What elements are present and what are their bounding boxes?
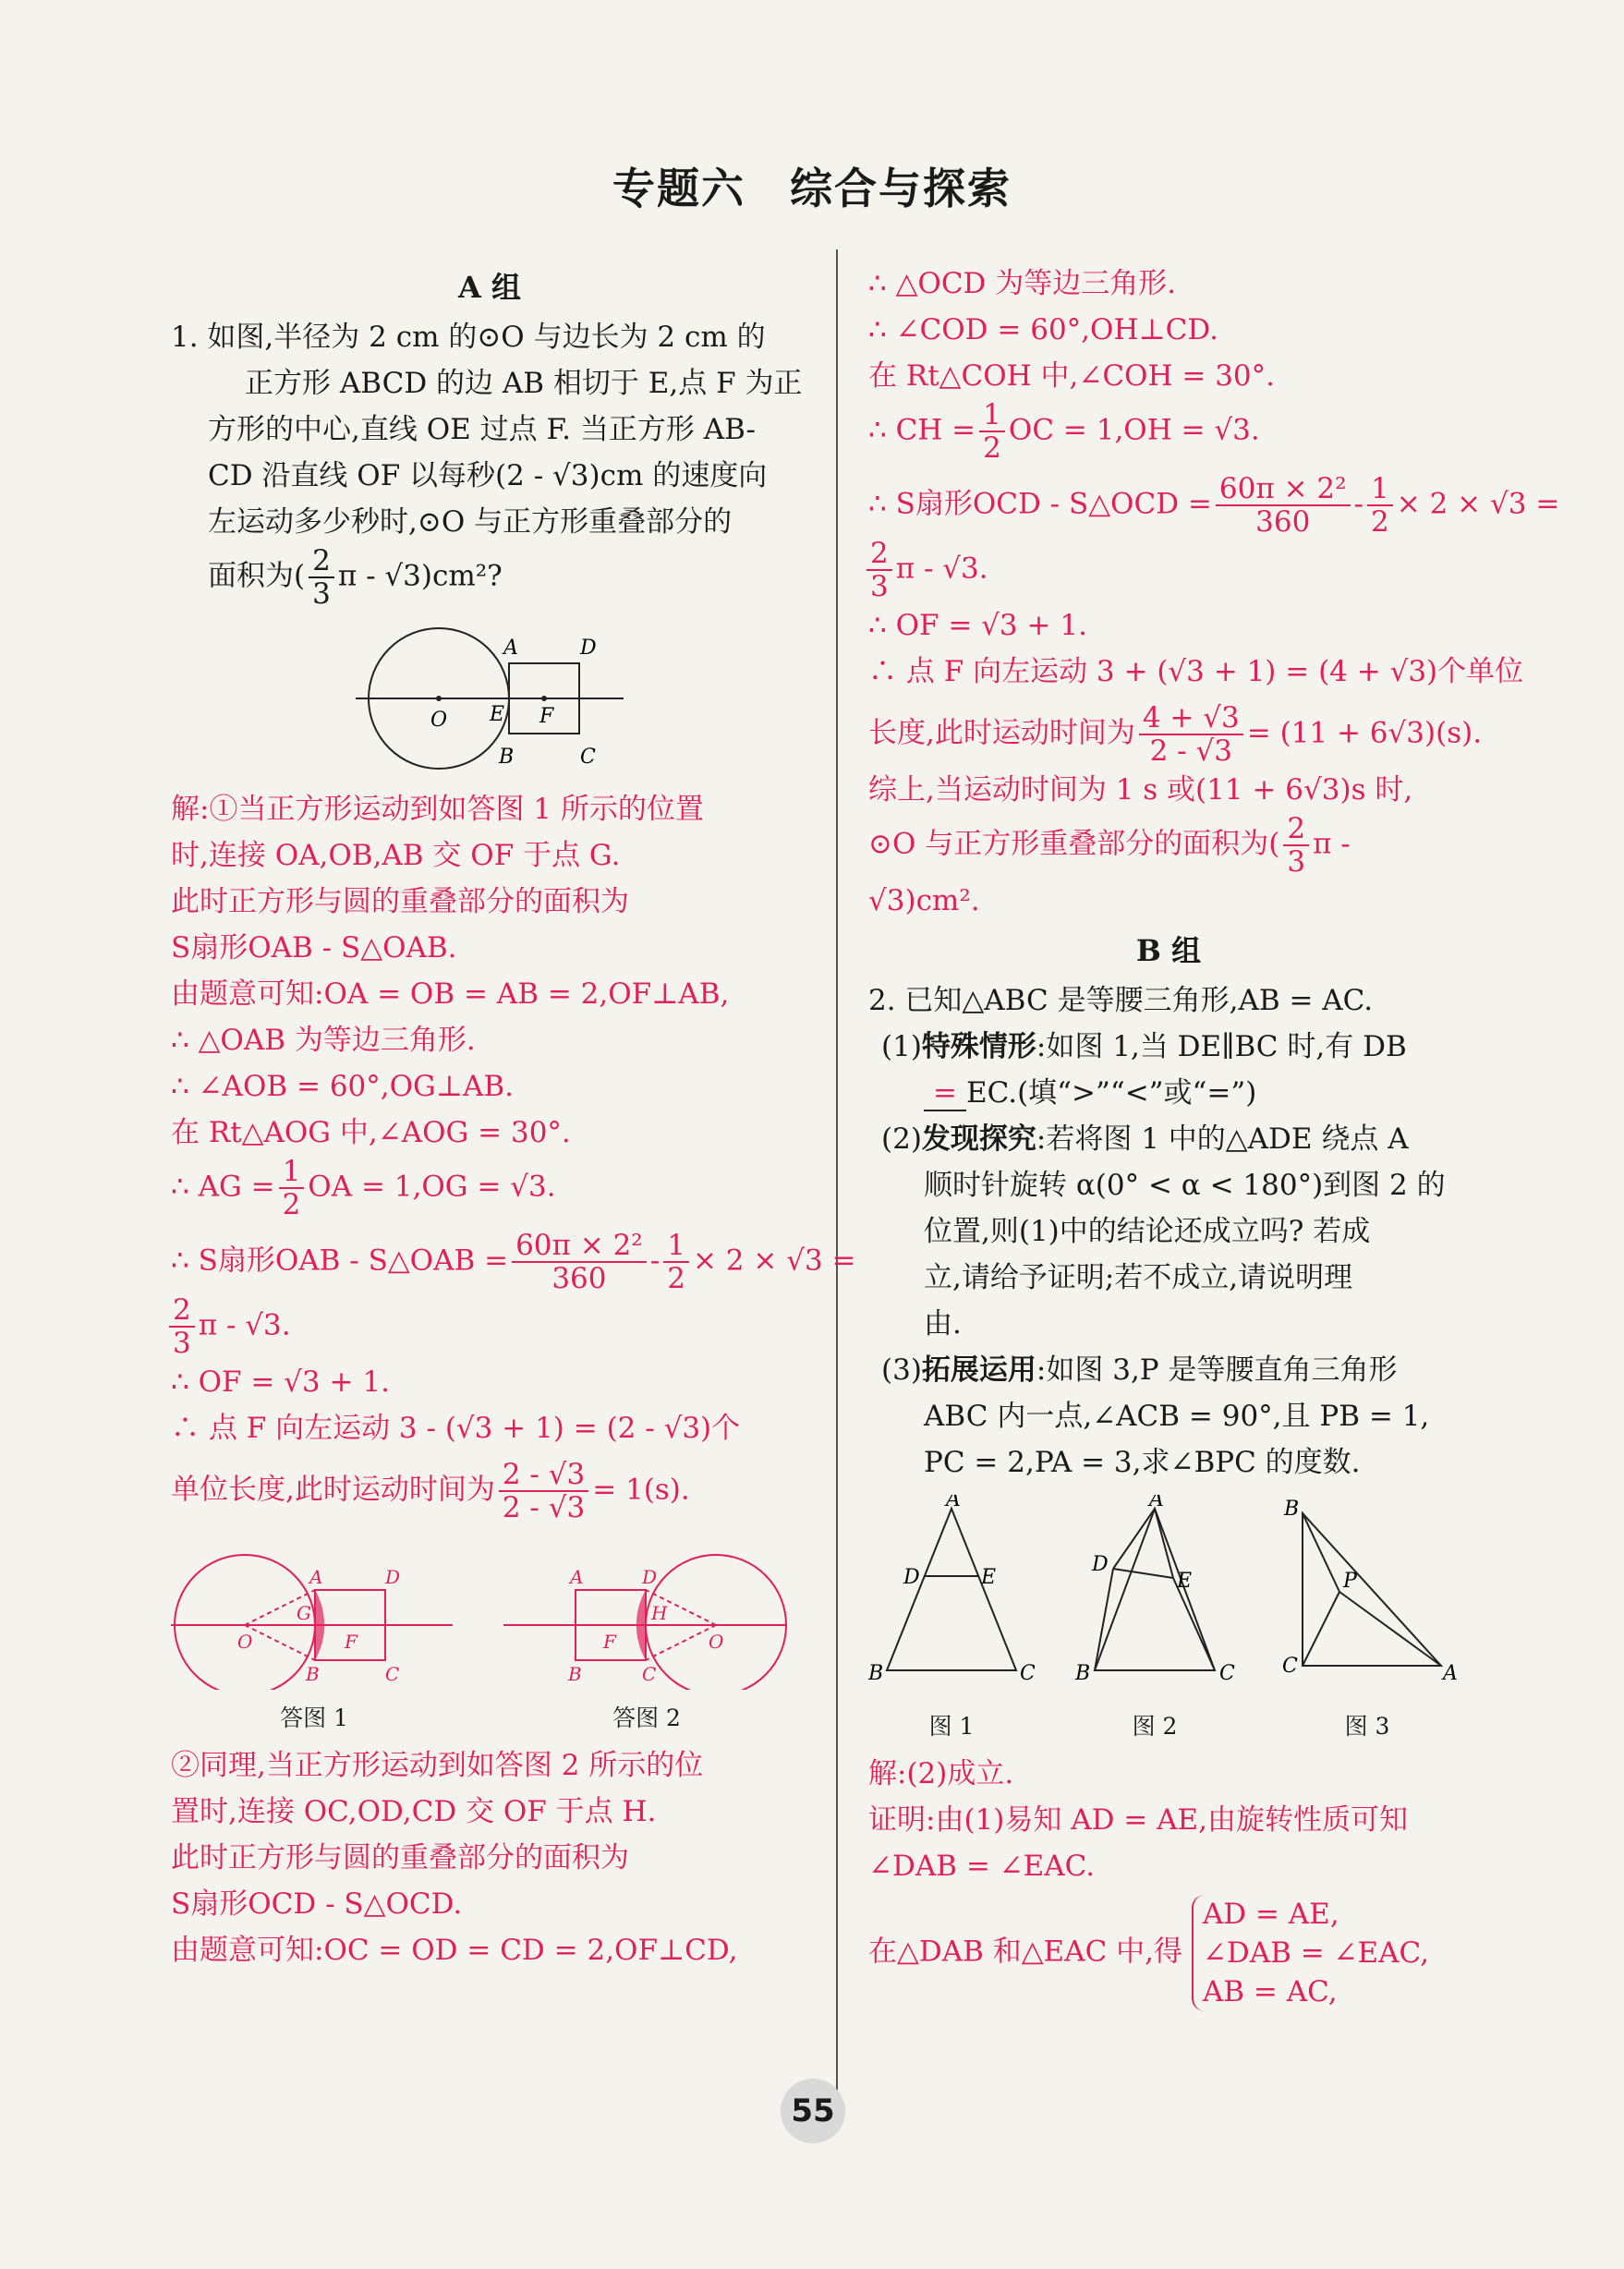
problem-2-figures [868,1495,1460,1741]
numerator: 2 [867,538,892,571]
fraction [279,1156,305,1220]
segment-ap [1339,1592,1441,1666]
text: = (11 + 6√3)(s). [1246,716,1483,750]
page-title: 专题六 综合与探索 [612,164,1012,213]
label-c: C [1219,1662,1235,1685]
text: ∴ S扇形OCD - S△OCD = [868,487,1212,521]
left-column [171,261,856,1973]
group-b-heading: B 组 [1135,933,1202,968]
problem-1-line: 1. 如图,半径为 2 cm 的⊙O 与边长为 2 cm 的 [171,321,766,354]
solution-line: 解:①当正方形运动到如答图 1 所示的位置 [171,793,704,826]
denominator: 360 [1255,505,1311,539]
text: :如图 3,P 是等腰直角三角形 [1036,1353,1398,1387]
equation-system [1192,1895,1429,2011]
label-h: H [651,1602,668,1624]
fraction [169,1294,195,1359]
solution-line [863,538,1469,602]
segment-de [1113,1569,1173,1578]
label-d: D [903,1566,920,1589]
fraction [1216,473,1351,538]
numerator: 2 - √3 [499,1459,588,1492]
answer-figure-2-caption: 答图 2 [612,1705,681,1731]
solution-line: 解:(2)成立. [868,1757,1014,1790]
solution-line [171,1156,808,1220]
solution-line: 此时正方形与圆的重叠部分的面积为 [171,1841,629,1875]
solution-part-2 [171,1742,808,1973]
column-divider [836,249,838,2116]
figure-2 [1072,1495,1238,1741]
label-f: F [345,1631,358,1653]
denominator: 2 - √3 [502,1491,586,1524]
solution-line: 在 Rt△AOG 中,∠AOG = 30°. [171,1116,571,1149]
denominator: 2 [667,1262,685,1295]
solution-line [171,1459,808,1523]
solution-line: ∴ △OCD 为等边三角形. [868,267,1177,300]
text: 在△DAB 和△EAC 中,得 [868,1935,1183,1969]
text: :如图 1,当 DE∥BC 时,有 DB [1036,1030,1407,1063]
text: π - [1313,827,1351,861]
solution-line [171,1229,856,1295]
text: (2) [881,1122,922,1156]
system-row: AB = AC, [1202,1975,1338,2008]
text: OC = 1,OH = √3. [1008,413,1260,447]
figure-1 [868,1495,1035,1741]
answer-blank: = [924,1076,966,1111]
text: (1) [881,1030,922,1063]
label-e: E [1177,1570,1193,1593]
text: EC.(填“>”“<”或“=”) [965,1076,1257,1110]
label-o: O [709,1631,724,1653]
solution-part-1 [171,786,856,1524]
figure-1-svg [868,1495,1035,1698]
numerator: 2 [1283,813,1309,846]
problem-1 [171,314,808,610]
figure-2-svg [1072,1495,1238,1698]
subheading: 特殊情形 [921,1030,1036,1063]
problem-2 [868,977,1469,1486]
answer-figure-1-caption: 答图 1 [280,1705,348,1731]
solution-line: ∴ 点 F 向左运动 3 + (√3 + 1) = (4 + √3)个单位 [868,655,1524,688]
label-a: A [309,1566,323,1588]
text: OA = 1,OG = √3. [308,1170,556,1204]
problem-2-line: 2. 已知△ABC 是等腰三角形,AB = AC. [868,984,1374,1017]
solution-line: 由题意可知:OA = OB = AB = 2,OF⊥AB, [171,977,730,1011]
label-a: A [570,1566,584,1588]
label-a: A [503,637,518,660]
solution-line: ∴ ∠AOB = 60°,OG⊥AB. [171,1070,514,1103]
text: ∴ CH = [868,413,976,447]
solution-line: ∴ 点 F 向左运动 3 - (√3 + 1) = (2 - √3)个 [171,1412,741,1445]
fraction [1367,473,1393,538]
text: :若将图 1 中的△ADE 绕点 A [1036,1122,1409,1156]
text: - [1353,487,1364,521]
label-d: D [642,1566,658,1588]
solution-line: ∠DAB = ∠EAC. [868,1850,1096,1883]
fraction [1283,813,1309,878]
label-p: P [1343,1570,1357,1593]
problem-1-line: 左运动多少秒时,⊙O 与正方形重叠部分的 [208,505,733,539]
text: ⊙O 与正方形重叠部分的面积为( [868,827,1280,861]
solution-line: 置时,连接 OC,OD,CD 交 OF 于点 H. [171,1795,657,1828]
denominator: 3 [1287,845,1306,879]
fraction [979,399,1005,464]
label-b: B [1284,1498,1300,1521]
solution-line: 由题意可知:OC = OD = CD = 2,OF⊥CD, [171,1934,738,1967]
text: 长度,此时运动时间为 [868,716,1135,750]
problem-2-line: 位置,则(1)中的结论还成立吗? 若成 [924,1215,1371,1248]
triangle-abc [887,1509,1016,1670]
text: π - √3. [895,552,988,586]
text: × 2 × √3 = [692,1244,856,1278]
segment-oc [646,1625,716,1660]
denominator: 3 [312,577,331,611]
text: π - √3)cm²? [337,559,503,593]
problem-2-line: 由. [924,1307,962,1341]
denominator: 2 [282,1188,301,1221]
solution-line: ∴ OF = √3 + 1. [171,1365,390,1399]
fraction [499,1459,588,1523]
problem-1-line [208,545,808,610]
numerator: 1 [279,1156,305,1189]
label-a: A [1149,1495,1164,1511]
text: - [649,1244,661,1278]
label-b: B [568,1663,582,1685]
figure-1-caption: 图 1 [928,1713,975,1740]
system-row: AD = AE, [1202,1898,1339,1931]
subheading: 拓展运用 [921,1353,1036,1387]
problem-2-line: 立,请给予证明;若不成立,请说明理 [924,1261,1353,1294]
solution-line [868,701,1483,768]
solution-line: ②同理,当正方形运动到如答图 2 所示的位 [171,1749,704,1782]
segment-db [1095,1569,1113,1670]
denominator: 2 [1371,505,1389,539]
text: (3) [881,1353,922,1387]
label-b: B [1075,1662,1091,1685]
label-o: O [237,1631,253,1653]
solution-line: 此时正方形与圆的重叠部分的面积为 [171,885,629,918]
fraction [512,1230,647,1294]
system-row: ∠DAB = ∠EAC, [1202,1936,1430,1970]
text: 面积为( [208,559,306,593]
solution-line: S扇形OCD - S△OCD. [171,1887,463,1921]
solution-line: ∴ OF = √3 + 1. [868,609,1087,642]
problem-2-line: PC = 2,PA = 3,求∠BPC 的度数. [924,1446,1361,1479]
subheading: 发现探究 [921,1122,1036,1156]
problem-2-line [868,1347,1469,1393]
problem-1-line: CD 沿直线 OF 以每秒(2 - √3)cm 的速度向 [208,459,768,492]
answer-figures [171,1533,790,1733]
label-b: B [306,1663,320,1685]
solution-line: √3)cm². [868,884,980,917]
text: ∴ S扇形OAB - S△OAB = [171,1244,509,1278]
text: ∴ AG = [171,1170,275,1204]
segment-cp [1303,1592,1339,1666]
answer-figure-1 [171,1533,457,1733]
label-c: C [580,746,596,769]
problem-2-line [868,1070,1469,1116]
solution-line: 时,连接 OA,OB,AB 交 OF 于点 G. [171,839,621,872]
figure-circle-square [351,617,628,779]
label-c: C [1020,1662,1035,1685]
point-o [436,696,442,701]
label-o: O [430,709,448,732]
solution-line: ∴ ∠COD = 60°,OH⊥CD. [868,313,1218,346]
label-d: D [580,637,597,660]
overlap-region [315,1590,324,1660]
label-d: D [1092,1553,1109,1576]
numerator: 4 + √3 [1139,702,1243,735]
denominator: 3 [870,570,889,603]
answer-figure-1-svg [171,1533,457,1690]
label-e: E [490,703,505,726]
answer-figure-2-svg [503,1533,790,1690]
denominator: 2 [983,431,1001,465]
text: π - √3. [198,1308,291,1342]
numerator: 1 [979,399,1005,432]
figure-3-svg [1275,1495,1460,1698]
problem-2-line: 顺时针旋转 α(0° < α < 180°)到图 2 的 [924,1169,1446,1202]
segment-ob [245,1625,315,1660]
page-number: 55 [781,2079,845,2143]
answer-figure-2 [503,1533,790,1733]
fraction [309,545,334,610]
solution-line: ∴ △OAB 为等边三角形. [171,1024,476,1057]
solution-continued [868,261,1560,924]
numerator: 1 [1367,473,1393,506]
segment-bp [1303,1513,1339,1592]
triangle-abc [1095,1509,1215,1670]
label-f: F [539,705,554,728]
label-d: D [385,1566,401,1588]
figure-3 [1275,1495,1460,1741]
fraction [663,1230,689,1294]
figure-2-caption: 图 2 [1132,1713,1178,1740]
numerator: 60π × 2² [512,1230,647,1263]
text: × 2 × √3 = [1396,487,1560,521]
solution-line: 综上,当运动时间为 1 s 或(11 + 6√3)s 时, [868,773,1413,807]
label-c: C [385,1663,400,1685]
problem-1-line: 正方形 ABCD 的边 AB 相切于 E,点 F 为正 [245,367,803,400]
denominator: 360 [551,1262,607,1295]
label-e: E [981,1566,997,1589]
numerator: 60π × 2² [1216,473,1351,506]
triangle-bca [1303,1513,1441,1666]
numerator: 2 [309,545,334,578]
label-a: A [1443,1662,1458,1685]
problem-1-line: 方形的中心,直线 OE 过点 F. 当正方形 AB- [208,413,756,446]
fraction [867,538,892,602]
segment-ae [1155,1509,1173,1578]
label-c: C [642,1663,657,1685]
numerator: 2 [169,1294,195,1328]
label-c: C [1282,1655,1298,1678]
problem-2-solution [868,1751,1469,2011]
problem-2-line [868,1116,1469,1162]
solution-line [165,1294,808,1359]
numerator: 1 [663,1230,689,1263]
label-b: B [868,1662,884,1685]
overlap-region [636,1590,646,1660]
point-f [541,696,547,701]
label-f: F [603,1631,616,1653]
solution-line: S扇形OAB - S△OAB. [171,931,457,965]
label-a: A [946,1495,961,1511]
text: = 1(s). [592,1473,690,1507]
denominator: 3 [173,1327,191,1360]
fraction [1139,702,1243,767]
solution-line [868,813,1469,878]
solution-line [868,399,1469,464]
solution-line: 证明:由(1)易知 AD = AE,由旋转性质可知 [868,1803,1409,1837]
problem-2-line [868,1024,1469,1070]
figure-3-caption: 图 3 [1344,1713,1390,1740]
segment-ad [1113,1509,1155,1569]
right-column [868,261,1560,2011]
denominator: 2 - √3 [1149,734,1232,768]
solution-line: 在 Rt△COH 中,∠COH = 30°. [868,359,1275,393]
problem-2-line: ABC 内一点,∠ACB = 90°,且 PB = 1, [924,1400,1430,1433]
group-a-heading: A 组 [458,270,521,305]
label-g: G [297,1602,311,1624]
solution-line [868,472,1560,539]
label-b: B [499,746,515,769]
solution-line [868,1895,1469,2011]
circle-o [175,1555,315,1690]
text: 单位长度,此时运动时间为 [171,1473,495,1507]
